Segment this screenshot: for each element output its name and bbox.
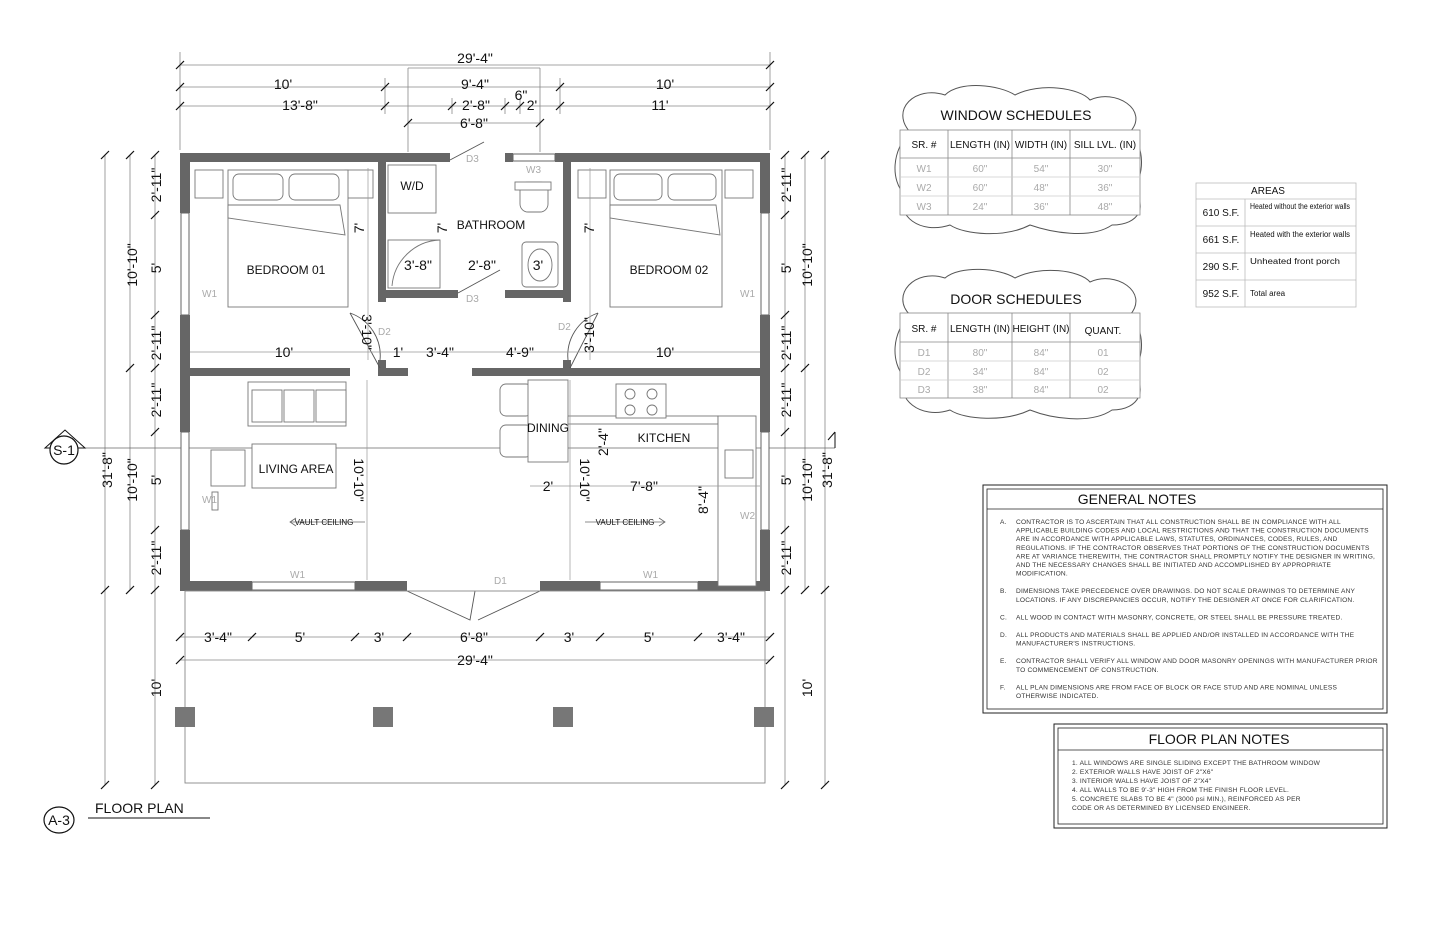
room-label-bathroom: BATHROOM [456, 218, 526, 232]
general-note-key: B. [1000, 588, 1007, 596]
tag-d1-front: D1 [494, 576, 507, 587]
area-3-value: 290 S.F. [1202, 262, 1240, 273]
general-notes-body [1000, 519, 1378, 700]
tag-w1-bed1: W1 [202, 289, 217, 300]
drawing-tag: A-3 [48, 812, 70, 828]
room-label-wd: W/D [400, 179, 424, 193]
area-4-desc: Total area [1250, 289, 1286, 298]
dim-dining-height: 10'-10" [577, 458, 593, 502]
window-schedule-title: WINDOW SCHEDULES [940, 107, 1092, 123]
dim-din-2: 2' [542, 478, 554, 494]
ws-r3-c3: 36" [1033, 202, 1049, 213]
floor-plan-note-line: 2. EXTERIOR WALLS HAVE JOIST OF 2"X6" [1072, 769, 1214, 776]
general-note-key: C. [1000, 614, 1007, 622]
right-seg-4: 2'-11" [778, 382, 794, 418]
general-note-line: ARE IN ACCORDANCE WITH APPLICABLE LAWS, STATUTES, ORDINANCES, CODES, RULES, AND [1016, 536, 1338, 544]
tag-w3-bath: W3 [526, 165, 541, 176]
bottom-dim-1: 3'-4" [204, 629, 232, 645]
ws-head-width: WIDTH (IN) [1014, 140, 1068, 151]
tag-w2-kitchen: W2 [740, 511, 755, 522]
general-note-key: E. [1000, 658, 1007, 666]
top-dim-mid: 9'-4" [461, 76, 489, 92]
general-note-line: DIMENSIONS TAKE PRECEDENCE OVER DRAWINGS. DO NOT SCALE DRAWINGS TO DETERMINE ANY [1016, 588, 1356, 596]
tag-w1-front-right: W1 [643, 570, 658, 581]
ws-r3-c1: W3 [916, 202, 932, 213]
section-marker [45, 430, 835, 464]
room-label-bedroom-01: BEDROOM 01 [246, 263, 326, 277]
dim-gap: 1' [392, 344, 404, 360]
general-note-line: ALL PRODUCTS AND MATERIALS SHALL BE APPLIED AND/OR INSTALLED IN ACCORDANCE WITH THE [1016, 632, 1355, 639]
section-tag: S-1 [53, 442, 75, 458]
dim-kit-84: 8'-4" [695, 486, 711, 514]
ws-r3-c4: 48" [1097, 202, 1113, 213]
top-dim2-6in: 6" [514, 87, 528, 103]
dim-bed1-7: 7' [351, 222, 367, 234]
top-overall-dim: 29'-4" [457, 50, 493, 66]
dim-bath-3: 3' [532, 257, 544, 273]
dim-hall2: 4'-9" [506, 344, 534, 360]
dim-hall: 3'-4" [426, 344, 454, 360]
right-overall-dim: 31'-8" [819, 452, 835, 488]
top-dim3: 6'-8" [460, 115, 488, 131]
ds-r3-c3: 84" [1033, 385, 1049, 396]
dim-bed1-width: 10' [274, 344, 294, 360]
floor-plan-note-line: 5. CONCRETE SLABS TO BE 4" (3000 psi MIN.), REINFORCED AS PER [1072, 796, 1301, 803]
right-seg-3: 2'-11" [778, 325, 794, 361]
left-sub-dim-2: 10'-10" [124, 458, 140, 502]
floor-plan-note-line: 4. ALL WALLS TO BE 9'-3" HIGH FROM THE FINISH FLOOR LEVEL. [1072, 787, 1289, 794]
top-dim2-right: 11' [651, 97, 669, 113]
ds-r2-c2: 34" [972, 367, 988, 378]
dim-bed2-width: 10' [655, 344, 675, 360]
general-note-line: CONTRACTOR IS TO ASCERTAIN THAT ALL CONSTRUCTION SHALL BE IN COMPLIANCE WITH ALL [1016, 519, 1341, 526]
room-label-bedroom-02: BEDROOM 02 [629, 263, 709, 277]
ds-head-sr: SR. # [911, 324, 937, 335]
general-notes-title: GENERAL NOTES [1077, 491, 1197, 507]
tag-w1-living: W1 [202, 495, 217, 506]
bottom-overall-dim: 29'-4" [457, 652, 493, 668]
door-schedule-title: DOOR SCHEDULES [950, 291, 1082, 307]
left-overall-dim: 31'-8" [99, 452, 115, 488]
room-label-kitchen: KITCHEN [637, 431, 691, 445]
ds-r3-c4: 02 [1097, 385, 1109, 396]
ws-head-length: LENGTH (IN) [950, 140, 1010, 151]
bottom-dim-4: 6'-8" [460, 629, 488, 645]
area-2-desc: Heated with the exterior walls [1250, 230, 1350, 239]
ws-r1-c2: 60" [972, 164, 988, 175]
ws-r1-c1: W1 [916, 164, 932, 175]
general-note-line: REGULATIONS. IF THE CONTRACTOR OBSERVES THAT PORTIONS OF THE CONSTRUCTION DOCUMENTS [1016, 544, 1370, 552]
top-dim-left: 10' [273, 76, 293, 92]
ws-r1-c4: 30" [1097, 164, 1113, 175]
ws-r3-c2: 24" [972, 202, 988, 213]
general-note-line: TO COMMENCEMENT OF CONSTRUCTION. [1016, 666, 1159, 674]
ds-r2-c1: D2 [917, 367, 931, 378]
general-note-line: MODIFICATION. [1016, 570, 1068, 578]
tag-d2-bed2: D2 [558, 322, 571, 333]
dim-kit-24: 2'-4" [595, 428, 611, 456]
vault-ceiling-left: VAULT CEILING [294, 518, 354, 527]
floor-plan-note-line: CODE OR AS DETERMINED BY LICENSED ENGINEER. [1072, 805, 1251, 812]
dim-bed1-door: 3'-10" [359, 314, 375, 350]
right-seg-1: 2'-11" [778, 167, 794, 203]
general-note-line: APPLICABLE BUILDING CODES AND LOCAL RESTRICTIONS AND THAT THE CONSTRUCTION DOCUMENTS [1016, 527, 1369, 535]
dim-bed2-7: 7' [581, 222, 597, 234]
porch [185, 591, 765, 783]
bottom-dim-5: 3' [563, 629, 575, 645]
ws-r2-c1: W2 [916, 183, 932, 194]
general-note-line: OTHERWISE INDICATED. [1016, 693, 1099, 700]
ws-r2-c2: 60" [972, 183, 988, 194]
general-note-line: ARE AT VARIANCE THEREWITH, THE CONTRACTOR SHALL PROMPTLY NOTIFY THE DESIGNER IN WRITING, [1016, 553, 1376, 561]
floor-plan-notes-body [1072, 760, 1321, 812]
floor-plan-note-line: 1. ALL WINDOWS ARE SINGLE SLIDING EXCEPT THE BATHROOM WINDOW [1072, 760, 1321, 767]
general-note-key: F. [1000, 684, 1006, 692]
ds-r3-c1: D3 [917, 385, 931, 396]
room-label-dining: DINING [527, 421, 569, 435]
ds-head-height: HEIGHT (IN) [1012, 324, 1070, 335]
tag-w1-bed2: W1 [740, 289, 755, 300]
porch-columns [175, 707, 774, 727]
area-1-value: 610 S.F. [1202, 208, 1240, 219]
ds-r2-c4: 02 [1097, 367, 1109, 378]
general-note-key: D. [1000, 632, 1007, 639]
vault-ceiling-right: VAULT CEILING [595, 518, 655, 527]
ds-r1-c2: 80" [972, 348, 988, 359]
area-1-desc: Heated without the exterior walls [1250, 202, 1350, 211]
ws-head-sr: SR. # [911, 140, 937, 151]
floor-plan-note-line: 3. INTERIOR WALLS HAVE JOIST OF 2"X4" [1072, 778, 1212, 785]
top-dim2-mid: 2'-8" [462, 97, 490, 113]
left-seg-1: 2'-11" [148, 167, 164, 203]
ds-r1-c4: 01 [1097, 348, 1109, 359]
left-seg-3: 2'-11" [148, 325, 164, 361]
dim-kit-78: 7'-8" [630, 478, 658, 494]
tag-d3-bath: D3 [466, 294, 479, 305]
left-seg-4: 2'-11" [148, 382, 164, 418]
areas-title: AREAS [1251, 186, 1285, 197]
room-label-living: LIVING AREA [258, 462, 334, 476]
floor-plan-notes-title: FLOOR PLAN NOTES [1148, 731, 1290, 747]
top-dim2-2ft: 2' [526, 97, 538, 113]
ds-r3-c2: 38" [972, 385, 988, 396]
left-seg-2: 5' [148, 262, 164, 274]
general-note-line: LOCATIONS. IF ANY DISCREPANCIES OCCUR, NOTIFY THE DESIGNER AT ONCE FOR CLARIFICATION. [1016, 596, 1355, 604]
bottom-dim-2: 5' [294, 629, 306, 645]
general-note-line: MANUFACTURER'S INSTRUCTIONS. [1016, 640, 1136, 648]
dim-bath-38: 3'-8" [404, 257, 432, 273]
tag-d2-bed1: D2 [378, 327, 391, 338]
bottom-dim-6: 5' [643, 629, 655, 645]
general-note-line: ALL PLAN DIMENSIONS ARE FROM FACE OF BLOCK OR FACE STUD AND ARE NOMINAL UNLESS [1016, 684, 1338, 692]
top-dim-right: 10' [655, 76, 675, 92]
left-sub-dim-1: 10'-10" [124, 243, 140, 287]
general-note-line: AND THE NECESSARY CHANGES SHALL BE INITIATED AND ACCOMPLISHED BY APPROPRIATE [1016, 562, 1332, 569]
ws-head-sill: SILL LVL. (IN) [1073, 140, 1137, 151]
general-note-key: A. [1000, 519, 1007, 526]
dim-bath-7: 7' [434, 222, 450, 234]
right-sub-dim-1: 10'-10" [799, 243, 815, 287]
ds-r2-c3: 84" [1033, 367, 1049, 378]
dim-bed2-door: 3'-10" [581, 317, 597, 353]
general-note-line: ALL WOOD IN CONTACT WITH MASONRY, CONCRETE, OR STEEL SHALL BE PRESSURE TREATED. [1016, 614, 1343, 622]
ws-r2-c4: 36" [1097, 183, 1113, 194]
bottom-dim-3: 3' [373, 629, 385, 645]
right-seg-2: 5' [778, 262, 794, 274]
ws-r2-c3: 48" [1033, 183, 1049, 194]
left-seg-6: 2'-11" [148, 540, 164, 576]
area-2-value: 661 S.F. [1202, 235, 1240, 246]
right-seg-6: 2'-11" [778, 540, 794, 576]
ds-head-quant: QUANT. [1084, 326, 1122, 337]
right-porch-dim: 10' [799, 678, 815, 698]
ds-r1-c3: 84" [1033, 348, 1049, 359]
ds-r1-c1: D1 [917, 348, 931, 359]
right-sub-dim-2: 10'-10" [799, 458, 815, 502]
left-porch-dim: 10' [148, 678, 164, 698]
general-note-line: CONTRACTOR SHALL VERIFY ALL WINDOW AND DOOR MASONRY OPENINGS WITH MANUFACTURER PRIOR [1016, 658, 1378, 666]
top-dim2-left: 13'-8" [282, 97, 318, 113]
bottom-dim-7: 3'-4" [717, 629, 745, 645]
drawing-title-text: FLOOR PLAN [95, 800, 184, 816]
area-4-value: 952 S.F. [1202, 289, 1240, 300]
area-3-desc: Unheated front porch [1250, 257, 1340, 266]
dim-bath-28: 2'-8" [468, 257, 496, 273]
tag-d3-top: D3 [466, 154, 479, 165]
right-seg-5: 5' [778, 474, 794, 486]
ds-head-length: LENGTH (IN) [950, 324, 1010, 335]
ws-r1-c3: 54" [1033, 164, 1049, 175]
left-seg-5: 5' [148, 474, 164, 486]
dim-living-height: 10'-10" [351, 458, 367, 502]
tag-w1-front-left: W1 [290, 570, 305, 581]
